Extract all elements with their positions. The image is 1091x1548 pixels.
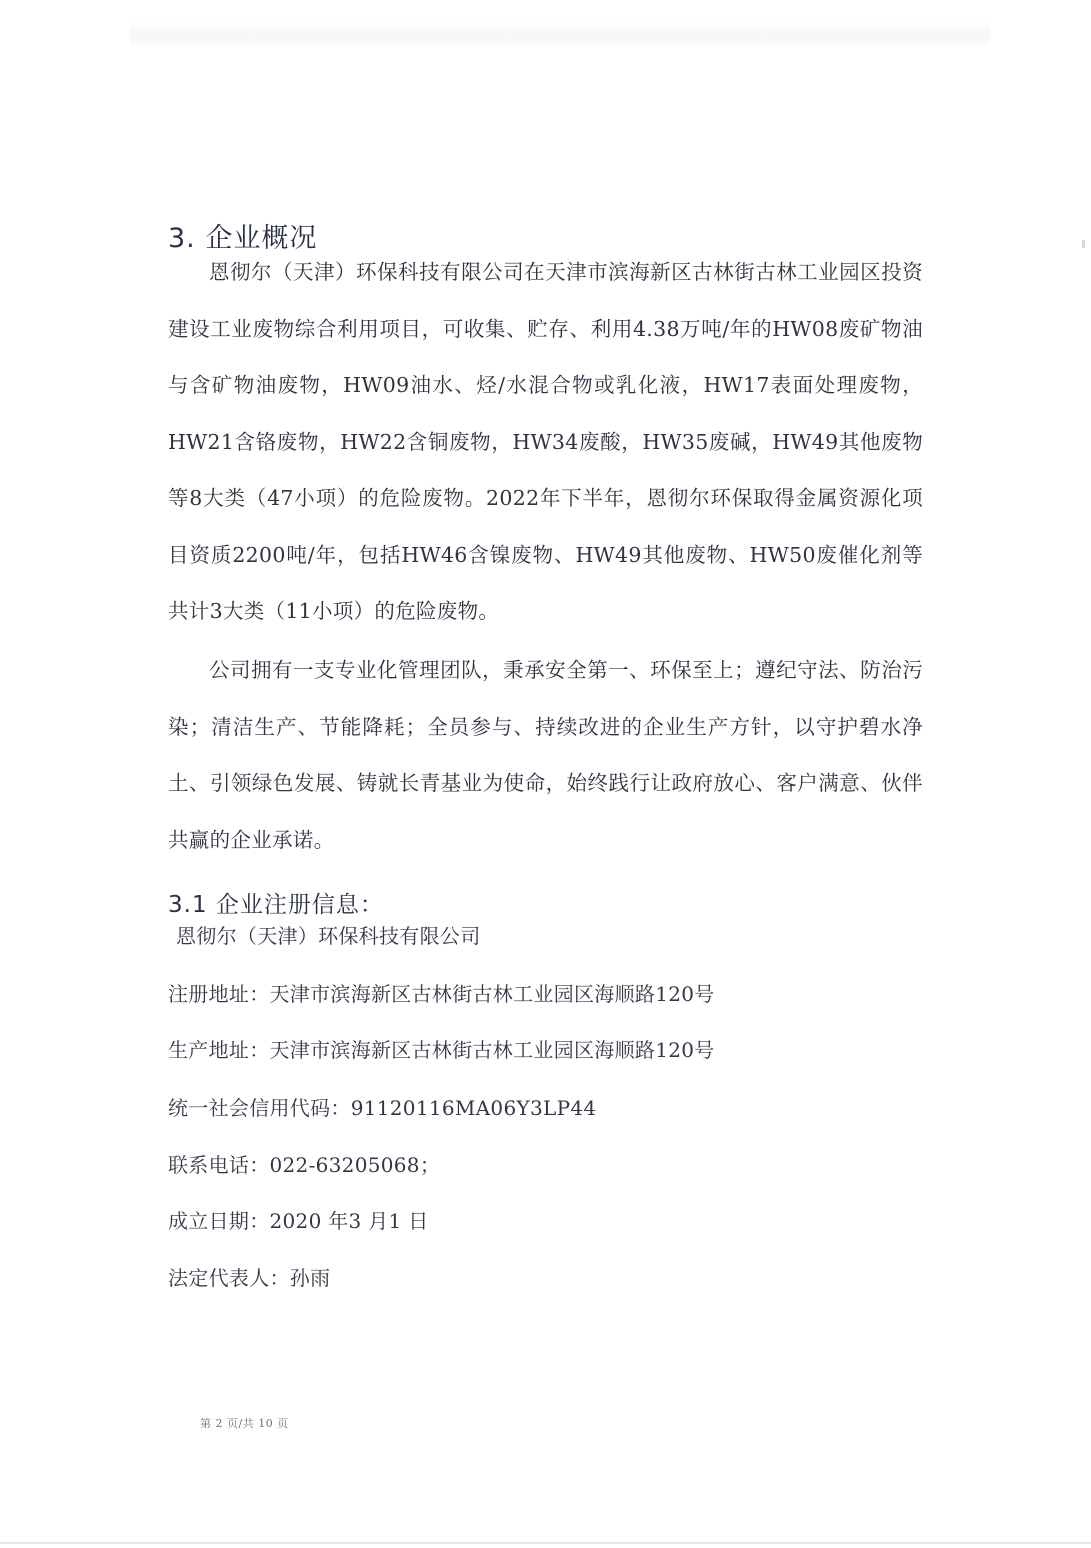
production-address: 生产地址：天津市滨海新区古林街古林工业园区海顺路120号 xyxy=(168,1038,715,1062)
mission-paragraph: 公司拥有一支专业化管理团队，秉承安全第一、环保至上；遵纪守法、防治污染；清洁生产、节能降耗；全员参与、持续改进的企业生产方针，以守护碧水净土、引领绿色发展、铸就长青基业为使命，始终践行让政府放心、客户满意、伙伴共赢的企业承诺。 xyxy=(168,658,923,852)
overview-paragraph: 恩彻尔（天津）环保科技有限公司在天津市滨海新区古林街古林工业园区投资建设工业废物综合利用项目，可收集、贮存、利用4.38万吨/年的HW08废矿物油与含矿物油废物，HW09油水、烃/水混合物或乳化液，HW17表面处理废物，HW21含铬废物，HW22含铜废物，HW34废酸，HW35废碱，HW49其他废物等8大类（47小项）的危险废物。2022年下半年，恩彻尔环保取得金属资源化项目资质2200吨/年，包括HW46含镍废物、HW49其他废物、HW50废催化剂等共计3大类（11小项）的危险废物。 xyxy=(168,260,923,623)
established-date: 成立日期：2020 年3 月1 日 xyxy=(168,1209,429,1233)
scan-shadow xyxy=(130,20,990,50)
registered-address: 注册地址：天津市滨海新区古林街古林工业园区海顺路120号 xyxy=(168,982,715,1006)
scan-edge-mark xyxy=(1082,240,1085,248)
registration-heading: 3.1 企业注册信息： xyxy=(168,892,384,918)
company-name: 恩彻尔（天津）环保科技有限公司 xyxy=(176,924,481,948)
legal-representative: 法定代表人：孙雨 xyxy=(168,1266,331,1290)
section-heading: 3. 企业概况 xyxy=(168,223,318,254)
scan-bottom-edge xyxy=(0,1542,1091,1544)
credit-code: 统一社会信用代码：91120116MA06Y3LP44 xyxy=(168,1096,597,1120)
page-number: 第 2 页/共 10 页 xyxy=(200,1417,289,1430)
contact-phone: 联系电话：022-63205068； xyxy=(168,1153,441,1177)
